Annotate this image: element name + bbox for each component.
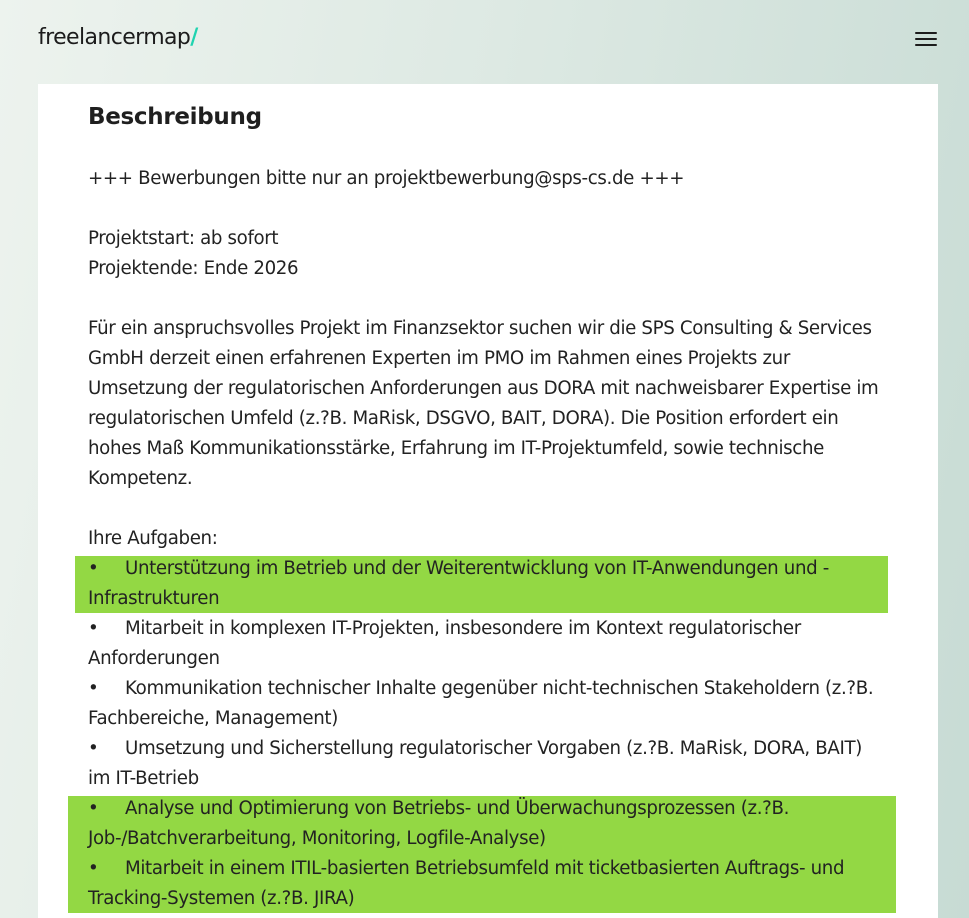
- list-item: [88, 854, 888, 914]
- bullet: •: [88, 558, 99, 579]
- logo-text: freelancermap: [38, 25, 191, 50]
- task-text: Unterstützung im Betrieb und der Weiterentwicklung von IT-Anwendungen und -Infrastrukturen: [88, 558, 829, 609]
- list-item: [88, 674, 888, 734]
- project-end: Projektende: Ende 2026: [88, 258, 299, 279]
- project-start: Projektstart: ab sofort: [88, 228, 279, 249]
- description-heading: Beschreibung: [88, 104, 262, 130]
- logo-slash: /: [190, 25, 198, 50]
- tasks-heading: Ihre Aufgaben:: [88, 528, 218, 549]
- bullet: •: [88, 798, 99, 819]
- bullet: •: [88, 618, 99, 639]
- task-text: Analyse und Optimierung von Betriebs- und Überwachungsprozessen (z.?B. Job-/Batchverarbeitung, Monitoring, Logfile-Analyse): [88, 798, 789, 849]
- application-note: +++ Bewerbungen bitte nur an projektbewerbung@sps-cs.de +++: [88, 168, 685, 189]
- task-text: Umsetzung und Sicherstellung regulatorischer Vorgaben (z.?B. MaRisk, DORA, BAIT) im IT-Betrieb: [88, 738, 862, 789]
- description-body: [88, 164, 888, 914]
- task-text: Kommunikation technischer Inhalte gegenüber nicht-technischen Stakeholdern (z.?B. Fachbereiche, Management): [88, 678, 874, 729]
- bullet: •: [88, 738, 99, 759]
- tasks-list: [88, 554, 888, 914]
- task-text: Mitarbeit in einem ITIL-basierten Betriebsumfeld mit ticketbasierten Auftrags- und Tracking-Systemen (z.?B. JIRA): [88, 858, 845, 909]
- list-item: [88, 734, 888, 794]
- hamburger-menu-icon[interactable]: [912, 28, 940, 50]
- list-item: [88, 554, 888, 614]
- freelancermap-logo[interactable]: [38, 24, 198, 52]
- list-item: [88, 614, 888, 674]
- task-text: Mitarbeit in komplexen IT-Projekten, insbesondere im Kontext regulatorischer Anforderungen: [88, 618, 801, 669]
- bullet: •: [88, 858, 99, 879]
- description-card: [38, 84, 938, 918]
- bullet: •: [88, 678, 99, 699]
- top-navigation-bar: [0, 0, 969, 84]
- project-intro: Für ein anspruchsvolles Projekt im Finanzsektor suchen wir die SPS Consulting & Services GmbH derzeit einen erfahrenen Experten im PMO im Rahmen eines Projekts zur Umsetzung der regulatorischen Anforderungen aus DORA mit nachweisbarer Expertise im regulatorischen Umfeld (z.?B. MaRisk, DSGVO, BAIT, DORA). Die Position erfordert ein hohes Maß Kommunikationsstärke, Erfahrung im IT-Projektumfeld, sowie technische Kompetenz.: [88, 318, 879, 489]
- list-item: [88, 794, 888, 854]
